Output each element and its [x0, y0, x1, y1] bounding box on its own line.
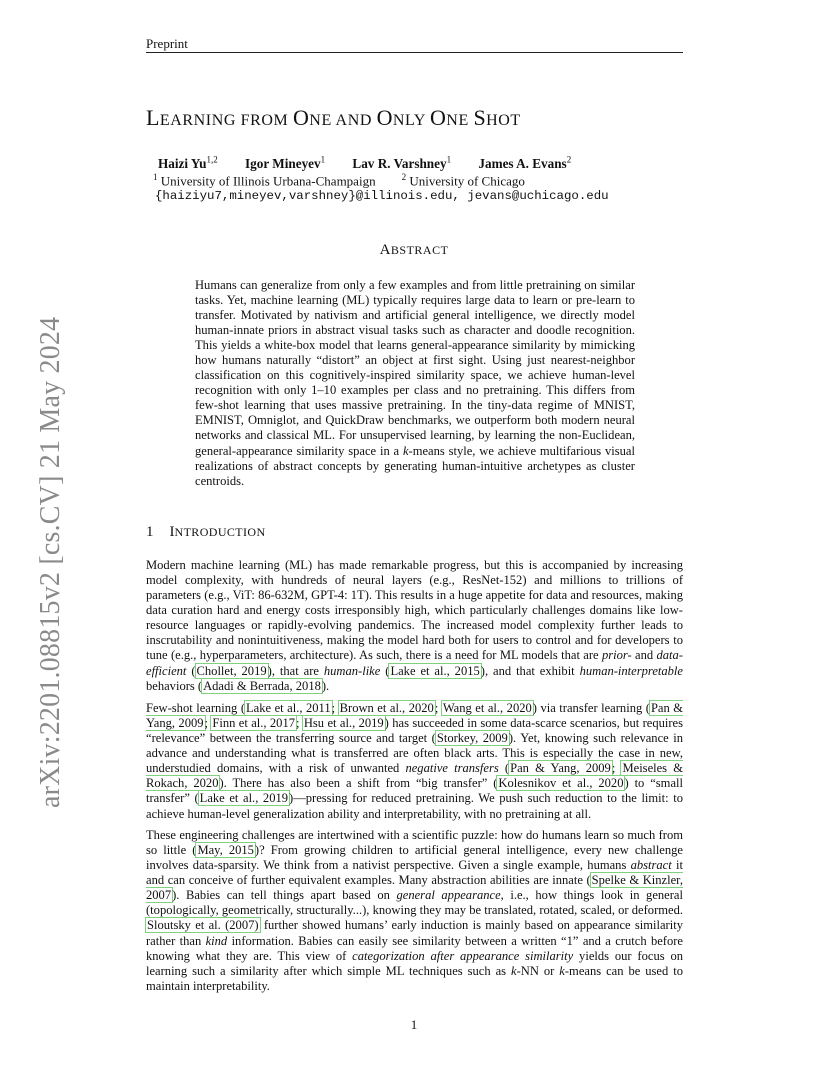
author-emails: {haiziyu7,mineyev,varshney}@illinois.edu, jevans@uchicago.edu [155, 189, 609, 203]
citation-link[interactable]: Hsu et al., 2019 [303, 716, 384, 731]
intro-paragraph-3: These engineering challenges are intertwined with a scientific puzzle: how do humans learn so much from so little (May, 2015)? From growing children to artificial general intelligence, every new challenge involves data-sparsity. We think from a nativist perspective. Given a single example, humans abstract it and can conceive of further equivalent examples. Many abstraction abilities are innate (Spelke & Kinzler, 2007). Babies can tell things apart based on general appearance, i.e., how things look in general (topologically, geometrically, structurally...), knowing they may be translated, rotated, scaled, or deformed. Sloutsky et al. (2007) further showed humans’ early induction is mainly based on appearance similarity rather than kind information. Babies can easily see similarity between a written “1” and a crutch before knowing what they are. This view of categorization after appearance similarity yields our focus on learning such a similarity after which simple ML techniques such as k-NN or k-means can be used to maintain interpretability. [146, 828, 684, 993]
abstract-body: Humans can generalize from only a few examples and from little pretraining on similar tasks. Yet, machine learning (ML) typically requires large data to learn or pre-learn to transfer. Motivated by nativism and artificial general intelligence, we directly model human-innate priors in abstract visual tasks such as character and doodle recognition. This yields a white-box model that learns general-appearance similarity by mimicking how humans naturally “distort” an object at first sight. Using just nearest-neighbor classification on this cognitively-inspired similarity space, we achieve human-level recognition with only 1–10 examples per class and no pretraining. This differs from few-shot learning that uses massive pretraining. In the tiny-data regime of MNIST, EMNIST, Omniglot, and QuickDraw benchmarks, we outperform both modern neural networks and classical ML. For unsupervised learning, by learning the non-Euclidean, general-appearance similarity space in a k-means style, we achieve multifarious visual realizations of abstract concepts by generating human-intuitive archetypes as cluster centroids. [195, 278, 635, 488]
citation-link[interactable]: Lake et al., 2019 [199, 791, 289, 806]
citation-link[interactable]: Brown et al., 2020 [339, 701, 434, 715]
citation-link[interactable]: Pan & Yang, 2009 [146, 701, 684, 731]
author: Haizi Yu$^{1,2}$ [158, 155, 218, 172]
affiliations: $^1$ University of Illinois Urbana-Champaign $^2$ University of Chicago [153, 172, 525, 189]
page-number: 1 [410, 1017, 418, 1032]
paper-title: LEARNING FROM ONE AND ONLY ONE SHOT [146, 105, 521, 130]
author: Lav R. Varshney$^1$ [352, 155, 452, 172]
citation-link[interactable]: Sloutsky et al. (2007) [147, 918, 259, 933]
author: James A. Evans$^2$ [478, 155, 572, 172]
abstract-heading: ABSTRACT [379, 242, 449, 258]
citation-link[interactable]: Lake et al., 2015 [390, 663, 480, 678]
intro-paragraph-2: Few-shot learning (Lake et al., 2011; Brown et al., 2020; Wang et al., 2020) via transfer learning (Pan & Yang, 2009; Finn et al., 2017; Hsu et al., 2019) has succeeded in some data-scarce scenarios, but requires “relevance” between the transferring source and target (Storkey, 2009). Yet, knowing such relevance in advance and understanding what is transferred are often black arts. This is especially the case in new, understudied domains, with a risk of unwanted negative transfers (Pan & Yang, 2009; Meiseles & Rokach, 2020). There has also been a shift from “big transfer” (Kolesnikov et al., 2020) to “small transfer” (Lake et al., 2019)—pressing for reduced pretraining. We push such reduction to the limit: to achieve human-level generalization ability and interpretability, with no pretraining at all. [146, 701, 684, 821]
citation-link[interactable]: Storkey, 2009 [436, 731, 508, 746]
author: Igor Mineyev$^1$ [245, 155, 326, 172]
running-header: Preprint [146, 36, 188, 51]
citation-link[interactable]: Wang et al., 2020 [442, 701, 532, 715]
citation-link[interactable]: Finn et al., 2017 [212, 716, 295, 731]
citation-link[interactable]: Pan & Yang, 2009 [510, 761, 611, 776]
citation-link[interactable]: Adadi & Berrada, 2018 [203, 678, 321, 693]
header-rule [146, 52, 683, 53]
citation-link[interactable]: Kolesnikov et al., 2020 [498, 776, 624, 791]
citation-link[interactable]: Spelke & Kinzler, 2007 [146, 873, 683, 903]
author-list [158, 155, 595, 172]
intro-paragraph-1: Modern machine learning (ML) has made remarkable progress, but this is accompanied by increasing model complexity, with hundreds of neural layers (e.g., ResNet-152) and millions to trillions of parameters (e.g., ViT: 86-632M, GPT-4: 1T). This results in a huge appetite for data and resources, making data curation hard and energy costs irresponsibly high, which particularly challenges domains like low-resource languages or rapidly-evolving pandemics. The increased model complexity further leads to inscrutability and nonintuitiveness, making the model hard both for users to control and for developers to tune (e.g., hyperparameters, architecture). As such, there is a need for ML models that are prior- and data-efficient (Chollet, 2019), that are human-like (Lake et al., 2015), and that exhibit human-interpretable behaviors (Adadi & Berrada, 2018). [146, 558, 683, 693]
arxiv-stamp: arXiv:2201.08815v2 [cs.CV] 21 May 2024 [35, 316, 66, 808]
citation-link[interactable]: Lake et al., 2011 [246, 701, 331, 715]
citation-link[interactable]: May, 2015 [197, 843, 254, 858]
section-heading-introduction: 1 INTRODUCTION [146, 524, 266, 540]
citation-link[interactable]: Meiseles & Rokach, 2020 [146, 761, 683, 791]
citation-link[interactable]: Chollet, 2019 [196, 663, 267, 678]
